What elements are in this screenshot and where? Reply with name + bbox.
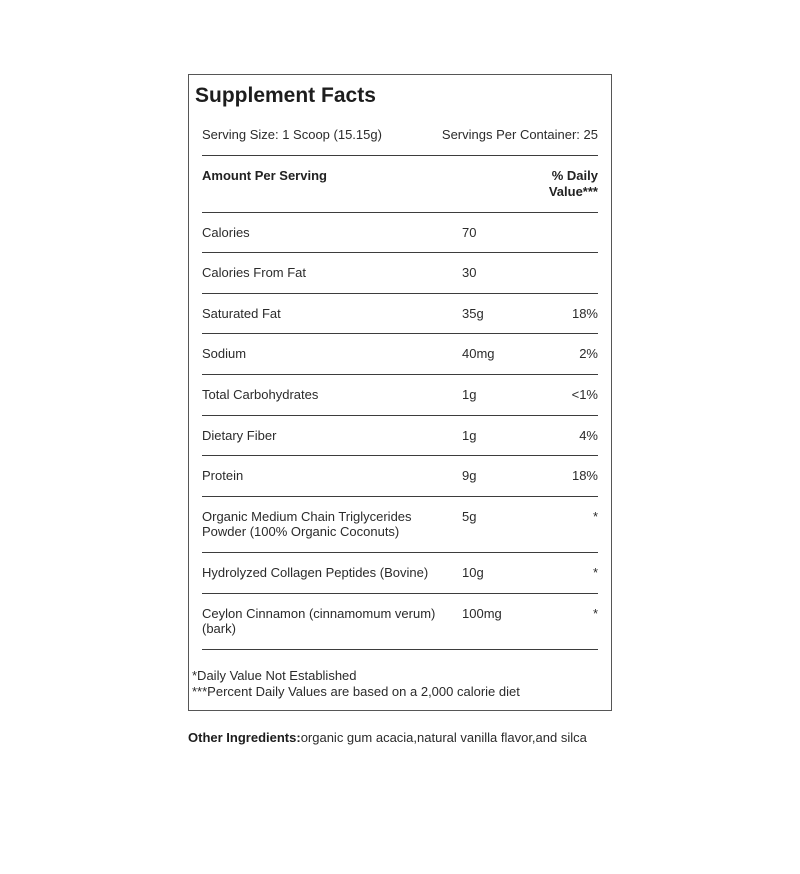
table-row [189, 594, 611, 649]
table-row [189, 253, 611, 293]
nutrient-name: Organic Medium Chain Triglycerides Powder (100% Organic Coconuts) [202, 508, 412, 540]
serving-size-text: Serving Size: 1 Scoop (15.15g) [202, 127, 382, 143]
footnote-daily-value: *Daily Value Not Established [192, 667, 357, 683]
nutrient-amount: 30 [462, 265, 477, 281]
table-row [189, 213, 611, 253]
nutrient-daily-value: 2% [579, 346, 598, 362]
table-row [189, 375, 611, 415]
nutrient-name: Total Carbohydrates [202, 387, 319, 403]
other-ingredients-text: organic gum acacia,natural vanilla flavor,and silca [300, 729, 587, 745]
column-header-row [189, 156, 611, 211]
nutrient-amount: 70 [462, 224, 477, 240]
nutrient-amount: 1g [462, 427, 477, 443]
nutrient-name: Calories [202, 224, 250, 240]
nutrient-amount: 9g [462, 468, 477, 484]
other-ingredients [188, 730, 612, 746]
table-row [189, 334, 611, 374]
table-row [189, 294, 611, 334]
nutrient-name: Ceylon Cinnamon (cinnamomum verum) (bark) [202, 605, 436, 637]
nutrient-amount: 10g [462, 565, 484, 580]
nutrient-amount: 100mg [462, 605, 502, 621]
other-ingredients-label: Other Ingredients: [188, 729, 301, 745]
panel-title: Supplement Facts [195, 84, 376, 107]
nutrient-daily-value: * [592, 605, 598, 621]
column-header-daily-value: % Daily Value*** [548, 168, 598, 200]
footnote-percent-daily-values: ***Percent Daily Values are based on a 2,000 calorie diet [192, 683, 520, 699]
nutrient-amount: 5g [462, 508, 477, 524]
nutrient-name: Calories From Fat [202, 265, 307, 281]
nutrient-name: Saturated Fat [202, 305, 281, 321]
nutrient-amount: 35g [462, 305, 484, 321]
nutrient-name: Dietary Fiber [202, 427, 277, 443]
nutrient-daily-value: <1% [571, 387, 598, 403]
nutrient-amount: 40mg [462, 346, 495, 362]
serving-info-row [189, 108, 611, 155]
footnotes [189, 650, 611, 710]
column-header-amount: Amount Per Serving [202, 168, 327, 184]
table-row [189, 416, 611, 456]
table-row [189, 497, 611, 552]
nutrient-name: Hydrolyzed Collagen Peptides (Bovine) [202, 565, 429, 580]
nutrient-daily-value: * [592, 508, 598, 524]
nutrient-name: Protein [202, 468, 244, 484]
nutrient-daily-value: 18% [571, 468, 598, 484]
table-row [189, 553, 611, 593]
nutrient-name: Sodium [202, 346, 247, 362]
supplement-facts-panel [188, 74, 612, 711]
nutrient-daily-value: * [592, 565, 598, 580]
servings-per-container-text: Servings Per Container: 25 [441, 127, 598, 143]
nutrient-daily-value: 4% [579, 427, 598, 443]
table-row [189, 456, 611, 496]
nutrient-amount: 1g [462, 387, 477, 403]
nutrient-daily-value: 18% [571, 305, 598, 321]
